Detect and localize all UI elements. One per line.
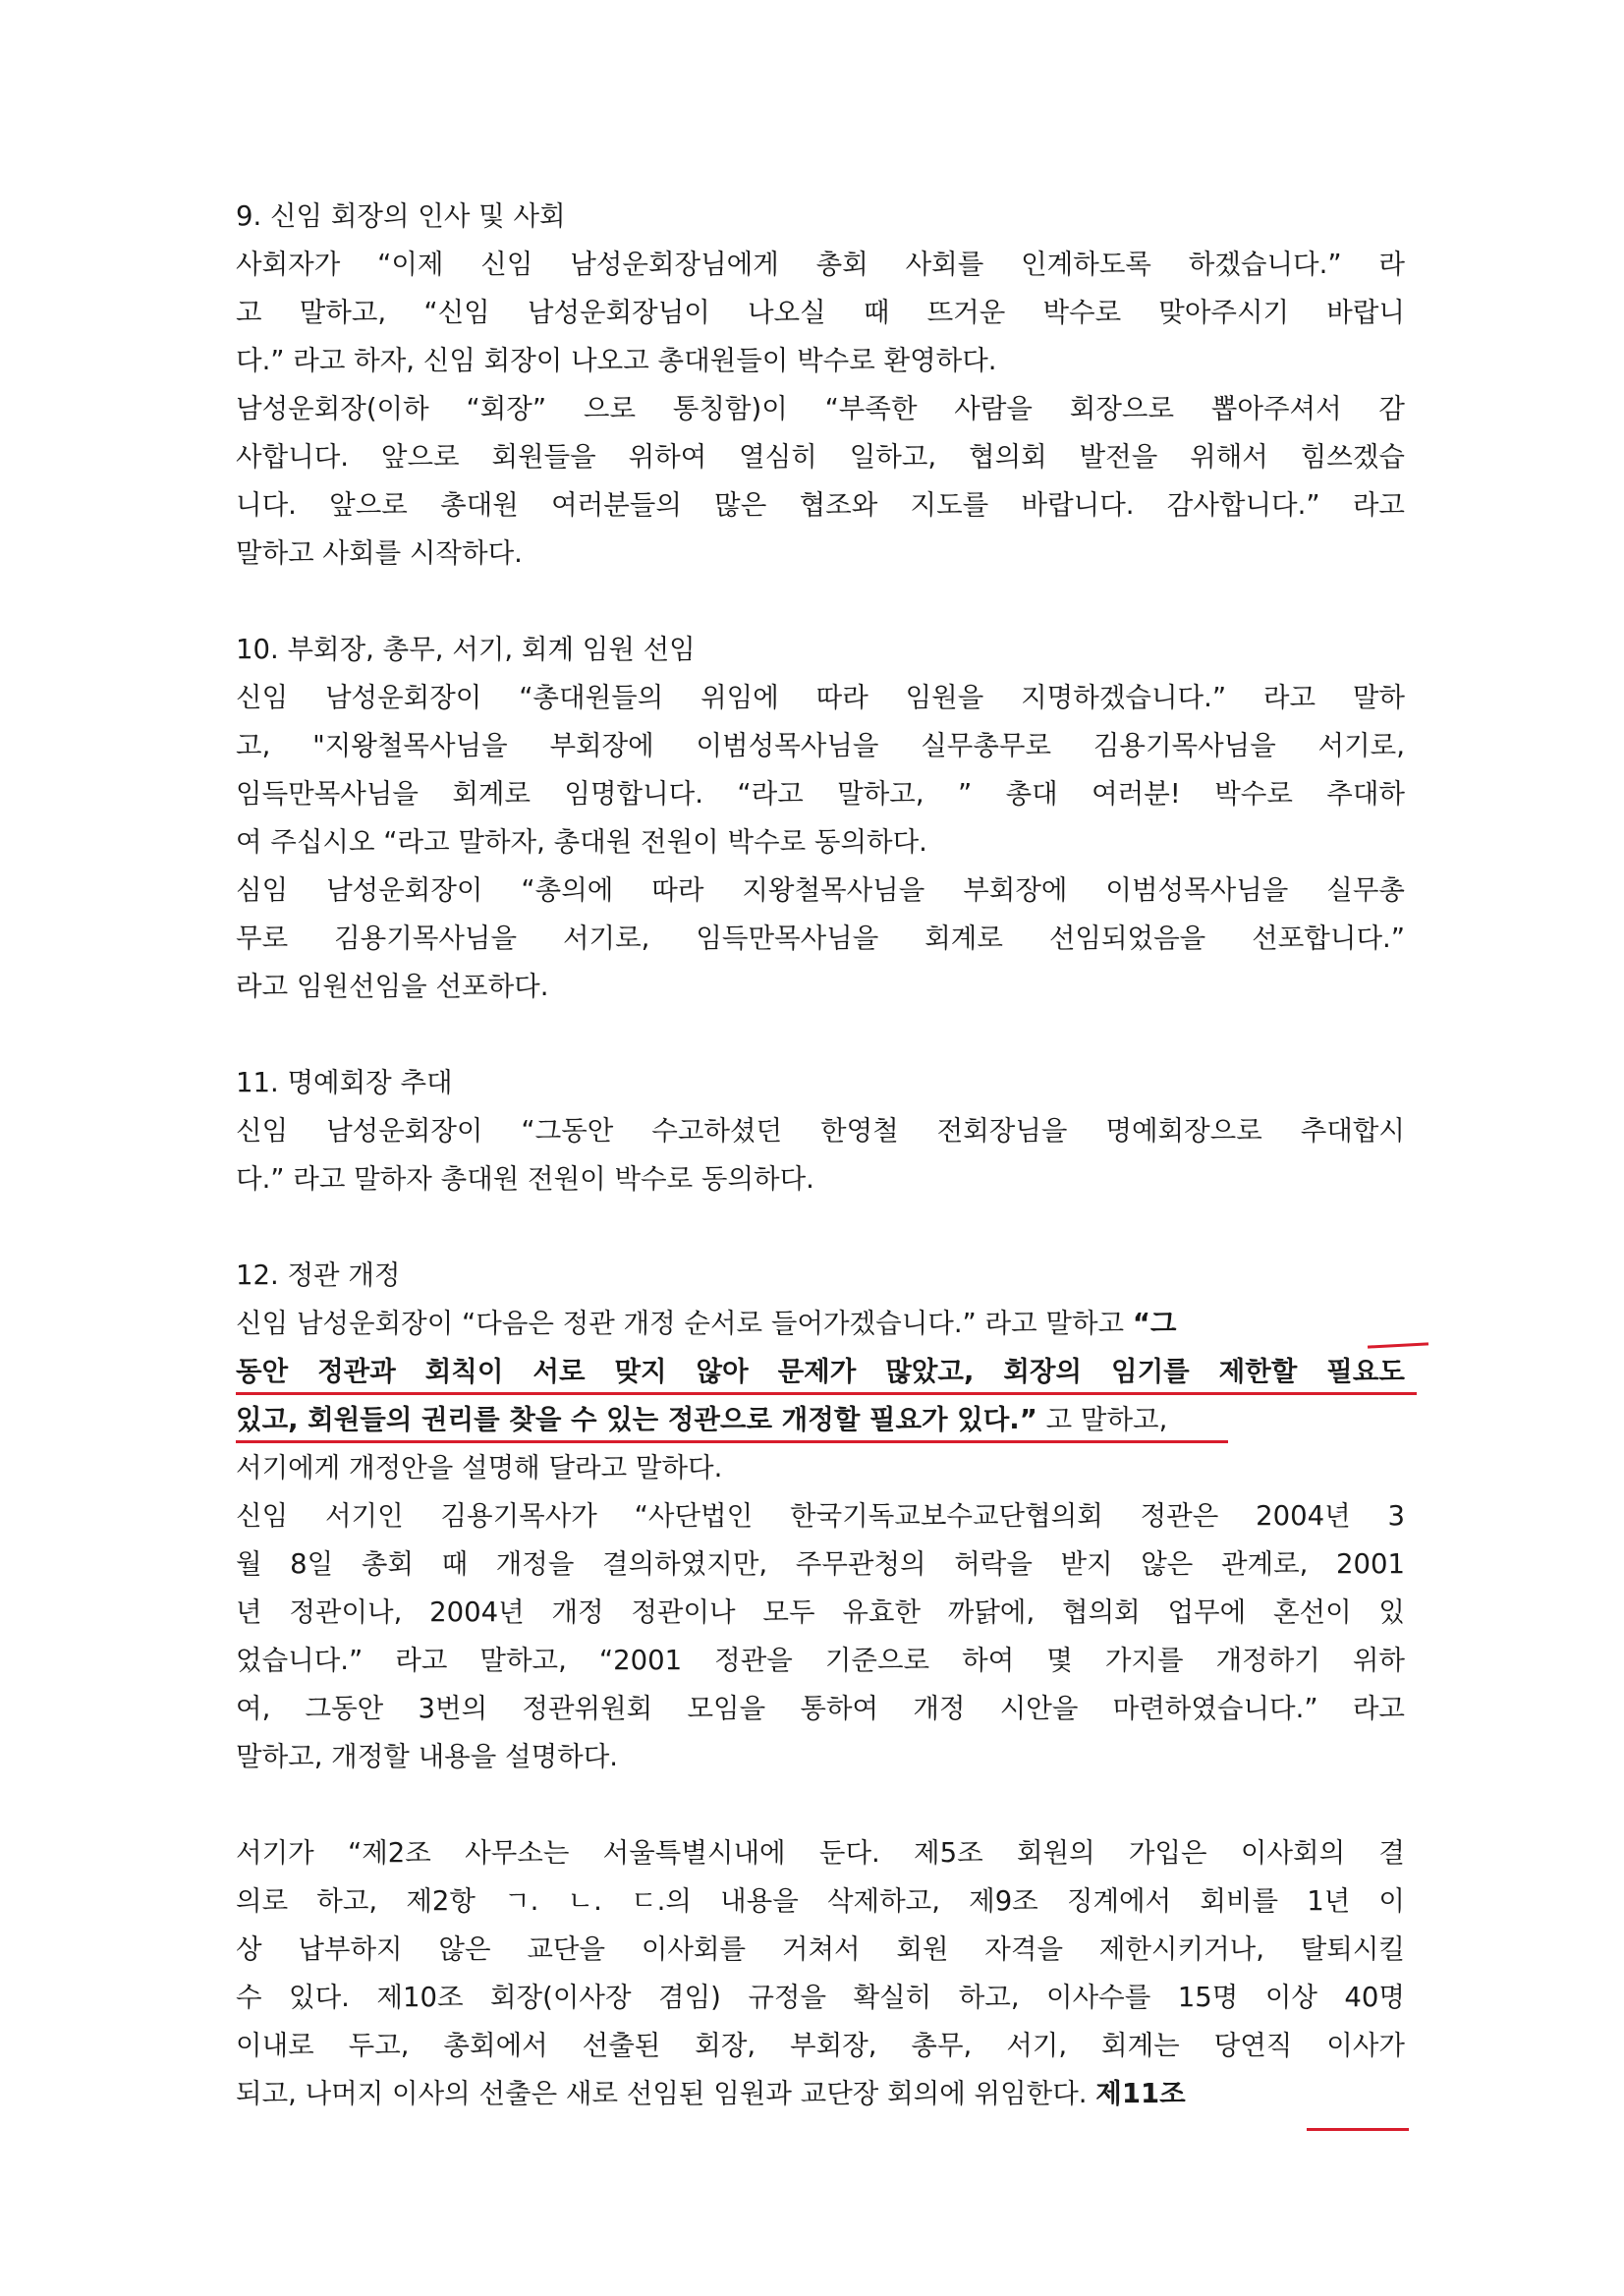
- red-underline-annotation: [236, 1392, 1417, 1395]
- section-12-line: [236, 1396, 1405, 1444]
- document-page: [236, 193, 1405, 2118]
- section-12-line: 신임 서기인 김용기목사가 “사단법인 한국기독교보수교단협의회 정관은 2004년 3: [236, 1500, 1405, 1532]
- section-10-line: 여 주십시오 “라고 말하자, 총대원 전원이 박수로 동의하다.: [236, 826, 927, 858]
- secretary-line: [236, 2070, 1405, 2118]
- section-10-line: 고, "지왕철목사님을 부회장에 이범성목사님을 실무총무로 김용기목사님을 서기로,: [236, 730, 1405, 761]
- section-9-line: 다.” 라고 하자, 신임 회장이 나오고 총대원들이 박수로 환영하다.: [236, 345, 997, 376]
- emphasized-text: “그: [1132, 1308, 1177, 1339]
- emphasized-text: 동안 정관과 회칙이 서로 맞지 않아 문제가 많았고, 회장의 임기를 제한할 필요도: [236, 1356, 1405, 1387]
- section-11-line: 다.” 라고 말하자 총대원 전원이 박수로 동의하다.: [236, 1163, 814, 1195]
- section-12-heading: 12. 정관 개정: [236, 1260, 401, 1291]
- section-12-line: 서기에게 개정안을 설명해 달라고 말하다.: [236, 1452, 723, 1484]
- secretary-line: 의로 하고, 제2항 ㄱ. ㄴ. ㄷ.의 내용을 삭제하고, 제9조 징계에서 회비를 1년 이: [236, 1885, 1405, 1917]
- section-9-line: 말하고 사회를 시작하다.: [236, 537, 523, 569]
- section-12-line: 말하고, 개정할 내용을 설명하다.: [236, 1741, 619, 1772]
- secretary-line-text: 되고, 나머지 이사의 선출은 새로 선임된 임원과 교단장 회의에 위임한다.: [236, 2078, 1096, 2109]
- secretary-line: 이내로 두고, 총회에서 선출된 회장, 부회장, 총무, 서기, 회계는 당연직 이사가: [236, 2030, 1405, 2061]
- paragraph-gap: [236, 578, 1405, 626]
- section-9-line: 사합니다. 앞으로 회원들을 위하여 열심히 일하고, 협의회 발전을 위해서 힘쓰겠습: [236, 441, 1405, 473]
- section-10-line: 신임 남성운회장이 “총대원들의 위임에 따라 임원을 지명하겠습니다.” 라고 말하: [236, 682, 1405, 713]
- section-12-line-text: 신임 남성운회장이 “다음은 정관 개정 순서로 들어가겠습니다.” 라고 말하고: [236, 1308, 1133, 1339]
- secretary-line: 상 납부하지 않은 교단을 이사회를 거쳐서 회원 자격을 제한시키거나, 탈퇴시킬: [236, 1933, 1405, 1965]
- section-12-line: 여, 그동안 3번의 정관위원회 모임을 통하여 개정 시안을 마련하였습니다.” 라고: [236, 1693, 1405, 1724]
- red-underline-annotation: [1307, 2128, 1409, 2131]
- paragraph-gap: [236, 1204, 1405, 1252]
- section-11-heading: 11. 명예회장 추대: [236, 1067, 453, 1098]
- section-11-line: 신임 남성운회장이 “그동안 수고하셨던 한영철 전회장님을 명예회장으로 추대합시: [236, 1115, 1405, 1147]
- section-12-line: 년 정관이나, 2004년 개정 정관이나 모두 유효한 까닭에, 협의회 업무에 혼선이 있: [236, 1596, 1405, 1628]
- section-10-line: 라고 임원선임을 선포하다.: [236, 971, 549, 1002]
- section-9-line: 사회자가 “이제 신임 남성운회장님에게 총회 사회를 인계하도록 하겠습니다.” 라: [236, 249, 1405, 280]
- paragraph-gap: [236, 1011, 1405, 1059]
- section-10-line: 무로 김용기목사님을 서기로, 임득만목사님을 회계로 선임되었음을 선포합니다.”: [236, 923, 1405, 954]
- section-12-line: 월 8일 총회 때 개정을 결의하였지만, 주무관청의 허락을 받지 않은 관계로, 2001: [236, 1548, 1405, 1580]
- section-12-line: 었습니다.” 라고 말하고, “2001 정관을 기준으로 하여 몇 가지를 개정하기 위하: [236, 1645, 1405, 1676]
- section-9-line: 고 말하고, “신임 남성운회장님이 나오실 때 뜨거운 박수로 맞아주시기 바랍니: [236, 297, 1405, 328]
- emphasized-text: 제11조: [1095, 2078, 1186, 2109]
- section-9-heading: 9. 신임 회장의 인사 및 사회: [236, 200, 566, 232]
- section-12-line: [236, 1300, 1405, 1348]
- secretary-line: 서기가 “제2조 사무소는 서울특별시내에 둔다. 제5조 회원의 가입은 이사회의 결: [236, 1837, 1405, 1869]
- section-10-line: 임득만목사님을 회계로 임명합니다. “라고 말하고, ” 총대 여러분! 박수로 추대하: [236, 778, 1405, 810]
- secretary-line: 수 있다. 제10조 회장(이사장 겸임) 규정을 확실히 하고, 이사수를 15명 이상 40명: [236, 1982, 1405, 2013]
- paragraph-gap: [236, 1781, 1405, 1829]
- emphasized-text: 있고, 회원들의 권리를 찾을 수 있는 정관으로 개정할 필요가 있다.”: [236, 1404, 1037, 1435]
- section-9-line: 니다. 앞으로 총대원 여러분들의 많은 협조와 지도를 바랍니다. 감사합니다.” 라고: [236, 489, 1405, 521]
- section-10-line: 심임 남성운회장이 “총의에 따라 지왕철목사님을 부회장에 이범성목사님을 실무총: [236, 874, 1405, 906]
- section-12-line-text: 고 말하고,: [1036, 1404, 1168, 1435]
- section-10-heading: 10. 부회장, 총무, 서기, 회계 임원 선임: [236, 634, 696, 665]
- section-9-line: 남성운회장(이하 “회장” 으로 통칭함)이 “부족한 사람을 회장으로 뽑아주셔서 감: [236, 393, 1405, 424]
- red-underline-annotation: [236, 1440, 1228, 1443]
